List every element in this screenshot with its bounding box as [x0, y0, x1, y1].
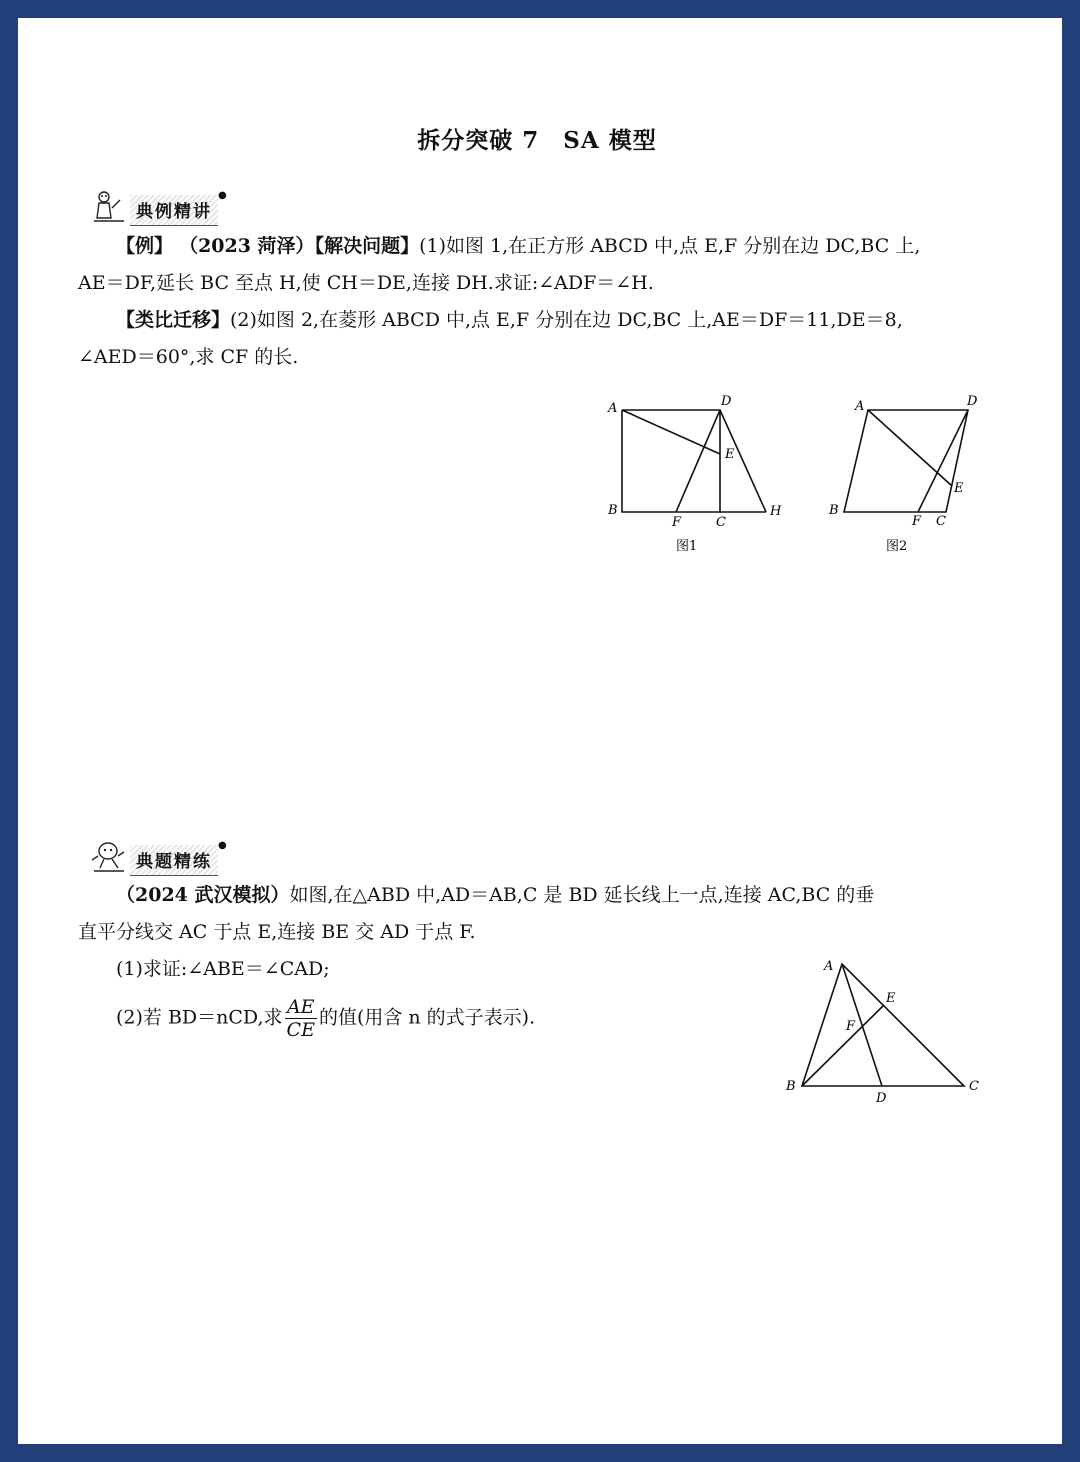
example-block: [78, 228, 978, 376]
practice-q2-suffix: 的值(用含 n 的式子表示).: [318, 1006, 536, 1029]
fig2-label-A: A: [855, 399, 865, 414]
example-line-1: [78, 228, 978, 265]
fig3-label-E: E: [886, 991, 896, 1006]
figure-2: [820, 390, 990, 560]
fig3-triangle-ABC: [802, 964, 964, 1086]
example-text-3: (2)如图 2,在菱形 ABCD 中,点 E,F 分别在边 DC,BC 上,AE＝DF＝11,DE＝8,: [230, 309, 903, 331]
fig2-label-F: F: [912, 514, 922, 529]
fig1-caption: 图1: [676, 539, 698, 554]
mascot-icon: [90, 188, 130, 226]
fig2-label-C: C: [936, 514, 946, 529]
fraction-denominator: CE: [286, 1019, 315, 1041]
practice-text-1: 如图,在△ABD 中,AD＝AB,C 是 BD 延长线上一点,连接 AC,BC 的垂: [289, 884, 875, 906]
fig3-label-D: D: [876, 1091, 887, 1106]
fraction-numerator: AE: [285, 996, 317, 1019]
example-line-3: [78, 302, 978, 339]
fig3-label-C: C: [969, 1079, 979, 1094]
mascot-runner-icon: [90, 838, 130, 876]
fig2-caption: 图2: [886, 539, 908, 554]
practice-line-2: 直平分线交 AC 于点 E,连接 BE 交 AD 于点 F.: [78, 921, 476, 943]
fig3-label-B: B: [786, 1079, 796, 1094]
fig2-rhombus: [844, 410, 968, 512]
fig1-label-F: F: [672, 515, 682, 530]
fig1-label-A: A: [608, 401, 618, 416]
fraction-AE-CE: [285, 996, 317, 1041]
section-header-practice: [90, 836, 227, 876]
fig3-label-A: A: [824, 959, 834, 974]
sparkle-icon: ●: [218, 840, 227, 851]
fig3-label-F: F: [846, 1019, 856, 1034]
practice-line-1: [78, 877, 988, 914]
fig1-line-AE: [622, 410, 720, 454]
section-badge: 典题精练: [130, 845, 218, 876]
fig2-label-B: B: [829, 503, 839, 518]
fig1-label-H: H: [770, 504, 782, 519]
fig1-label-E: E: [725, 447, 735, 462]
sparkle-icon: ●: [218, 190, 227, 201]
fig1-label-D: D: [721, 394, 732, 409]
practice-source: （2024 武汉模拟）: [116, 884, 290, 906]
fig2-line-AE: [868, 410, 952, 486]
fig3-line-BE: [802, 1005, 884, 1086]
figure-1: [600, 390, 800, 560]
practice-q1: (1)求证:∠ABE＝∠CAD;: [116, 958, 330, 980]
example-source: （2023 菏泽）: [179, 235, 315, 257]
example-text-1: (1)如图 1,在正方形 ABCD 中,点 E,F 分别在边 DC,BC 上,: [419, 235, 921, 257]
section-header-examples: [90, 186, 227, 226]
practice-q2-prefix: (2)若 BD＝nCD,求: [116, 1006, 283, 1029]
page-title: 拆分突破 7 SA 模型: [417, 127, 657, 154]
example-line-2: AE＝DF,延长 BC 至点 H,使 CH＝DE,连接 DH.求证:∠ADF＝∠H.: [78, 272, 654, 294]
fig1-line-DF: [676, 410, 720, 512]
figure-3: [780, 950, 990, 1110]
fig1-label-C: C: [716, 515, 726, 530]
fig2-label-E: E: [954, 481, 964, 496]
fig1-label-B: B: [608, 503, 618, 518]
section-badge: 典例精讲: [130, 195, 218, 226]
example-tag-solve: 【解决问题】: [314, 235, 420, 257]
example-tag: 【例】: [116, 235, 174, 257]
fig1-square: [622, 410, 720, 512]
example-line-4: ∠AED＝60°,求 CF 的长.: [78, 346, 299, 368]
fig2-label-D: D: [967, 394, 978, 409]
example-tag-analogy: 【类比迁移】: [116, 309, 231, 331]
